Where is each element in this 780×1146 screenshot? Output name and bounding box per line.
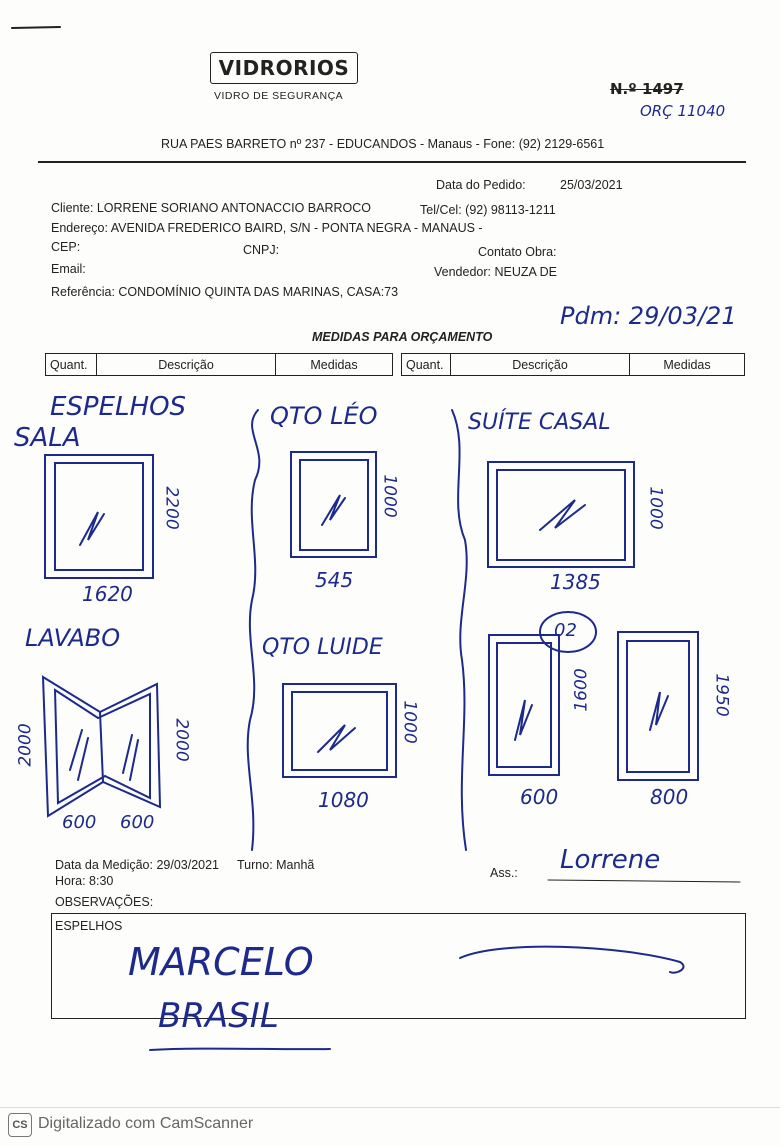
handwritten-date: Pdm: 29/03/21 bbox=[560, 302, 737, 330]
header-divider bbox=[38, 161, 746, 163]
suite-height: 1000 bbox=[645, 486, 666, 530]
suite-width: 1385 bbox=[550, 570, 601, 594]
room-label-qto-luide: QTO LUIDE bbox=[262, 635, 383, 660]
email-label: Email: bbox=[51, 262, 86, 276]
measures-header-left bbox=[45, 353, 393, 376]
quantity-mark: 02 bbox=[554, 620, 577, 641]
lavabo-width-b: 600 bbox=[120, 812, 155, 833]
client-address: Endereço: AVENIDA FREDERICO BAIRD, S/N - PONTA NEGRA - MANAUS - bbox=[51, 221, 483, 235]
seller-name: Vendedor: NEUZA DE bbox=[434, 265, 557, 279]
lavabo-left-height: 2000 bbox=[15, 723, 36, 767]
company-address: RUA PAES BARRETO nº 237 - EDUCANDOS - Manaus - Fone: (92) 2129-6561 bbox=[161, 137, 605, 151]
measure-shift: Turno: Manhã bbox=[237, 858, 315, 872]
luide-height: 1000 bbox=[399, 700, 420, 744]
closet-a-width: 600 bbox=[520, 785, 559, 809]
leo-height: 1000 bbox=[379, 474, 400, 518]
order-date-value: 25/03/2021 bbox=[560, 178, 623, 192]
observations-label: OBSERVAÇÕES: bbox=[55, 895, 154, 909]
camscanner-text: Digitalizado com CamScanner bbox=[38, 1115, 254, 1132]
camscanner-logo-icon: CS bbox=[8, 1113, 32, 1137]
client-phone: Tel/Cel: (92) 98113-1211 bbox=[420, 203, 556, 217]
signature: Lorrene bbox=[560, 845, 661, 875]
luide-width: 1080 bbox=[318, 788, 369, 812]
measurer-name-last: BRASIL bbox=[158, 996, 279, 1036]
lavabo-width-a: 600 bbox=[62, 812, 97, 833]
sala-height: 2200 bbox=[161, 486, 182, 530]
group-title-espelhos: ESPELHOS bbox=[50, 392, 187, 422]
cnpj-label: CNPJ: bbox=[243, 243, 280, 257]
company-logo: VIDRORIOS bbox=[210, 52, 358, 84]
measure-time: Hora: 8:30 bbox=[55, 874, 114, 888]
observations-text: ESPELHOS bbox=[55, 919, 123, 933]
col-quant: Quant. bbox=[46, 354, 97, 376]
company-tagline: VIDRO DE SEGURANÇA bbox=[214, 90, 344, 102]
client-name: Cliente: LORRENE SORIANO ANTONACCIO BARROCO bbox=[51, 201, 371, 215]
room-label-suite: SUÍTE CASAL bbox=[468, 410, 611, 435]
orc-note: ORÇ 11040 bbox=[640, 102, 726, 120]
form-number: N.º 1497 bbox=[610, 80, 684, 98]
measures-header-right bbox=[401, 353, 745, 376]
order-date-label: Data do Pedido: bbox=[436, 178, 526, 192]
measures-title: MEDIDAS PARA ORÇAMENTO bbox=[312, 330, 493, 344]
measurer-name-first: MARCELO bbox=[128, 940, 314, 984]
col-descricao: Descrição bbox=[451, 354, 630, 376]
leo-width: 545 bbox=[315, 568, 354, 592]
closet-b-height: 1950 bbox=[711, 673, 732, 717]
closet-b-width: 800 bbox=[650, 785, 689, 809]
room-label-qto-leo: QTO LÉO bbox=[270, 402, 378, 430]
col-descricao: Descrição bbox=[97, 354, 276, 376]
room-label-sala: SALA bbox=[14, 423, 81, 453]
col-medidas: Medidas bbox=[276, 354, 393, 376]
contact-label: Contato Obra: bbox=[478, 245, 557, 259]
room-label-lavabo: LAVABO bbox=[25, 624, 121, 652]
lavabo-right-height: 2000 bbox=[171, 718, 192, 762]
signature-label: Ass.: bbox=[490, 866, 518, 880]
sala-width: 1620 bbox=[82, 582, 133, 606]
cep-label: CEP: bbox=[51, 240, 81, 254]
measure-date: Data da Medição: 29/03/2021 bbox=[55, 858, 220, 872]
reference: Referência: CONDOMÍNIO QUINTA DAS MARINAS, CASA:73 bbox=[51, 285, 399, 299]
closet-a-height: 1600 bbox=[571, 668, 592, 712]
col-medidas: Medidas bbox=[630, 354, 745, 376]
col-quant: Quant. bbox=[402, 354, 451, 376]
